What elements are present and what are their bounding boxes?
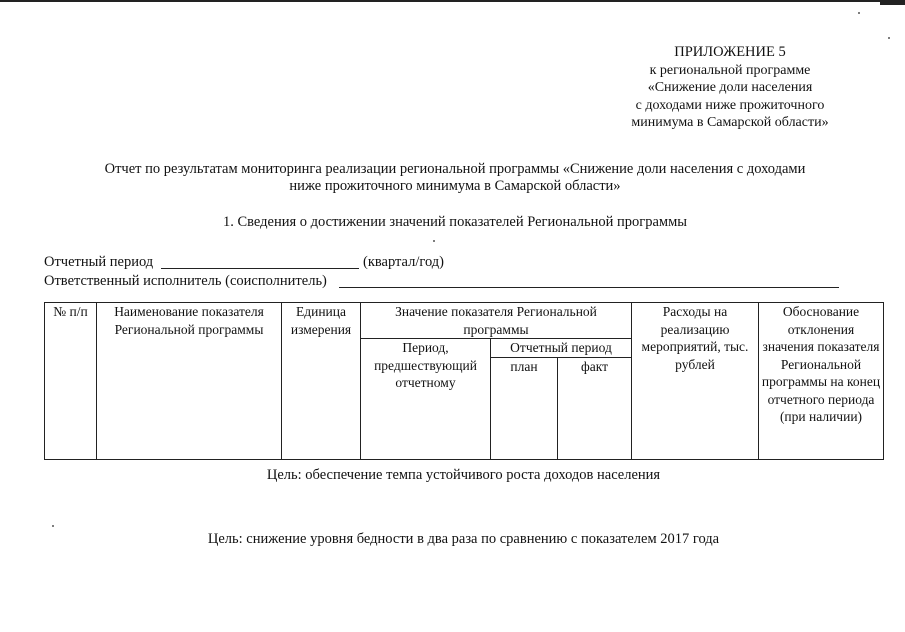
report-title-line: Отчет по результатам мониторинга реализации региональной программы «Снижение доли населения с доходами (104, 161, 806, 177)
header-plan: план (491, 357, 558, 459)
section-heading: 1. Сведения о достижении значений показателей Региональной программы (222, 214, 688, 230)
report-title (60, 161, 850, 195)
scan-speck (888, 37, 890, 39)
indicators-table (44, 302, 884, 460)
appendix-line: к региональной программе (649, 62, 811, 78)
scan-speck (52, 525, 54, 527)
goal-poverty-reduction: Цель: снижение уровня бедности в два раза по сравнению с показателем 2017 года (207, 531, 720, 547)
header-number: № п/п (45, 303, 97, 460)
report-title-line: ниже прожиточного минимума в Самарской области» (289, 178, 621, 194)
header-indicator-value: Значение показателя Региональной программы (361, 303, 632, 339)
scan-corner-mark (880, 0, 905, 5)
reporting-period-blank[interactable] (161, 268, 359, 269)
appendix-heading: ПРИЛОЖЕНИЕ 5 (674, 44, 786, 60)
scan-speck (858, 12, 860, 14)
header-unit: Единица измерения (282, 303, 361, 460)
reporting-period-label: Отчетный период (44, 254, 154, 270)
header-fact: факт (558, 357, 632, 459)
appendix-line: «Снижение доли населения (647, 80, 813, 95)
appendix-line: с доходами ниже прожиточного (635, 97, 825, 113)
header-deviation-reason: Обоснование отклонения значения показателя Региональной программы на конец отчетного периода (при наличии) (759, 303, 884, 460)
header-reporting-period: Отчетный период (491, 339, 632, 358)
executor-label: Ответственный исполнитель (соисполнитель) (44, 273, 327, 289)
scan-speck (433, 240, 435, 242)
appendix-line: минимума в Самарской области» (631, 115, 829, 130)
header-expenses: Расходы на реализацию мероприятий, тыс. рублей (632, 303, 759, 460)
goal-income-growth: Цель: обеспечение темпа устойчивого роста доходов населения (266, 467, 661, 483)
scan-top-edge (0, 0, 905, 2)
appendix-block (600, 44, 860, 132)
header-previous-period: Период, предшествующий отчетному (361, 339, 491, 460)
header-indicator-name: Наименование показателя Региональной программы (97, 303, 282, 460)
reporting-period-hint: (квартал/год) (363, 254, 444, 270)
executor-blank[interactable] (339, 287, 839, 288)
